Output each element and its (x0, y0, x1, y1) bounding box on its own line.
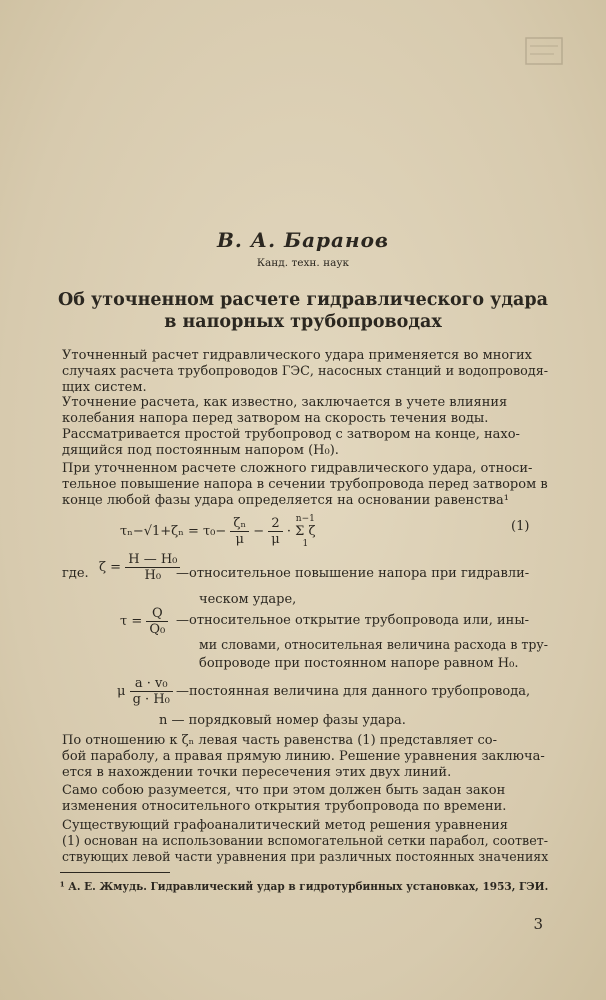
n-definition: n — порядковый номер фазы удара. (159, 713, 406, 728)
equation-sum: n−1 Σ ζ 1 (295, 514, 316, 549)
library-stamp-icon (524, 36, 564, 66)
paragraph-5-line: ется в нахождении точки пересечения этих двух линий. (62, 765, 452, 780)
tau-description-line: ми словами, относительная величина расхода в тру- (199, 638, 548, 653)
paragraph-1-line: Уточненный расчет гидравлического удара применяется во многих (62, 348, 533, 363)
footnote: ¹ А. Е. Жмудь. Гидравлический удар в гидротурбинных установках, 1953, ГЭИ. (60, 880, 549, 893)
mu-definition: μ $\frac{\text{a · v₀}}{\text{g · H₀}}$ (117, 676, 173, 707)
tau-description-line: —относительное открытие трубопровода или, ины- (176, 613, 530, 628)
paragraph-4-line: При уточненном расчете сложного гидравлического удара, относи- (62, 461, 533, 476)
zeta-description-line: ческом ударе, (199, 592, 297, 607)
paragraph-6-line: Само собою разумеется, что при этом должен быть задан закон (62, 783, 506, 798)
paragraph-2-line: колебания напора перед затвором на скорость течения воды. (62, 411, 489, 426)
paragraph-4-line: тельное повышение напора в сечении трубопровода перед затвором в (62, 477, 548, 492)
footnote-divider (60, 872, 170, 873)
equation-fraction-zeta-mu: $\frac{\text{ζₙ}}{\mu}$ (230, 516, 249, 547)
paragraph-4-line: конце любой фазы удара определяется на основании равенства¹ (62, 493, 509, 508)
paragraph-3-line: дящийся под постоянным напором (H₀). (62, 443, 339, 458)
author-degree: Канд. техн. наук (256, 257, 350, 269)
paragraph-7-line: Существующий графоаналитический метод решения уравнения (62, 818, 509, 833)
equation-lhs: τₙ−√1+ζₙ = τ₀− (120, 524, 227, 539)
where-label: где. (62, 566, 89, 581)
paragraph-5-line: бой параболу, а правая прямую линию. Решение уравнения заключа- (62, 749, 545, 764)
article-title-line-1: Об уточненном расчете гидравлического удара (58, 290, 548, 310)
equation-fraction-2-mu: $\frac{2}{\mu}$ (268, 516, 282, 547)
paragraph-3-line: Рассматривается простой трубопровод с затвором на конце, нахо- (62, 427, 520, 442)
equation-number: (1) (511, 519, 530, 534)
paragraph-2-line: Уточнение расчета, как известно, заключается в учете влияния (62, 395, 508, 410)
tau-definition: τ = $\frac{Q}{\text{Q₀}}$ (120, 606, 168, 637)
paragraph-7-line: ствующих левой части уравнения при различных постоянных значениях (62, 850, 549, 865)
tau-description-line: бопроводе при постоянном напоре равном H₀. (199, 656, 519, 671)
author-name: В. А. Баранов (216, 228, 390, 252)
paragraph-6-line: изменения относительного открытия трубопровода по времени. (62, 799, 507, 814)
zeta-definition: ζ = $\frac{\text{H — H₀}}{\text{H₀}}$ (99, 552, 180, 583)
zeta-description-line: —относительное повышение напора при гидравли- (176, 566, 530, 581)
article-title-line-2: в напорных трубопроводах (164, 312, 442, 332)
paragraph-1-line: случаях расчета трубопроводов ГЭС, насосных станций и водопроводя- (62, 364, 549, 379)
paragraph-1-line: щих систем. (62, 380, 147, 395)
mu-description: —постоянная величина для данного трубопровода, (176, 684, 531, 699)
page-number: 3 (533, 915, 543, 933)
paragraph-5-line: По отношению к ζₙ левая часть равенства (1) представляет со- (62, 733, 497, 748)
equation-1: τₙ−√1+ζₙ = τ₀− $\frac{\text{ζₙ}}{\mu}$ − $\frac{2}{\mu}$ · n−1 Σ ζ 1 (120, 514, 316, 549)
paragraph-7-line: (1) основан на использовании вспомогательной сетки парабол, соответ- (62, 834, 549, 849)
